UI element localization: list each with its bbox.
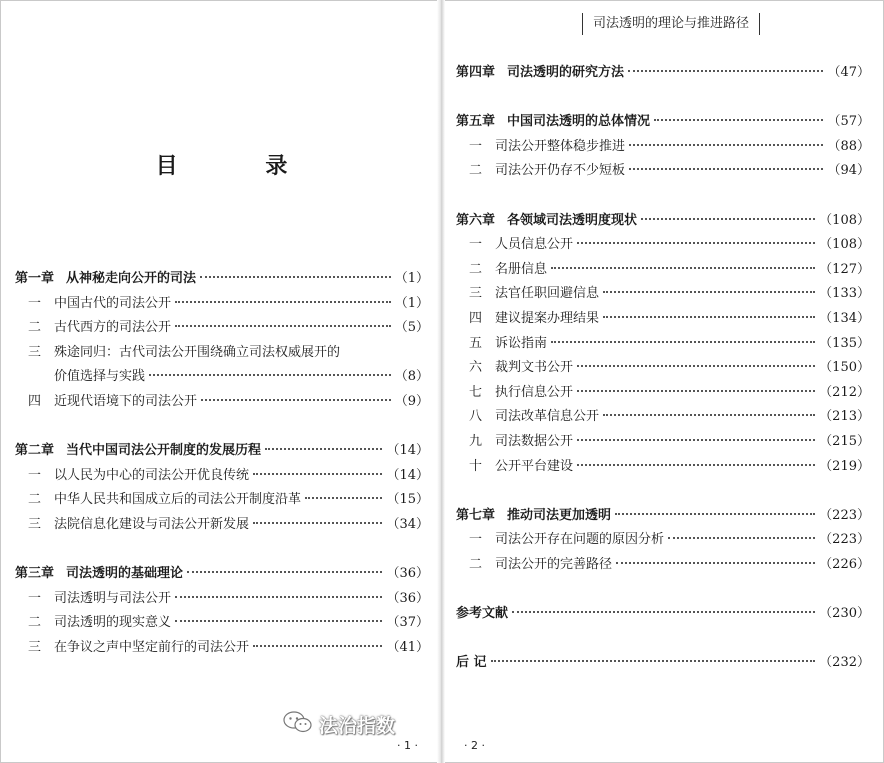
section-title: 司法公开仍存不少短板 (495, 163, 626, 179)
section-title: 在争议之声中坚定前行的司法公开 (54, 639, 250, 655)
toc-spacer (15, 538, 429, 563)
section-title: 法官任职回避信息 (495, 286, 600, 302)
leader-dots (512, 610, 815, 613)
page-ref: （1） (394, 271, 429, 286)
leader-dots (603, 290, 815, 293)
leader-dots (175, 300, 391, 303)
section-number: 八 (469, 409, 483, 425)
leader-dots (551, 340, 815, 343)
section-number: 四 (28, 393, 42, 409)
toc-section-entry (456, 528, 870, 553)
section-number: 一 (28, 590, 42, 606)
toc-left (15, 267, 429, 661)
leader-dots (149, 373, 391, 376)
wechat-icon (283, 710, 313, 739)
page-ref: （150） (819, 360, 870, 376)
section-number: 一 (28, 467, 42, 483)
section-number: 一 (469, 138, 483, 154)
page-ref: （37） (386, 615, 429, 631)
toc-section-entry (15, 341, 429, 366)
chapter-number: 第三章 (15, 566, 55, 582)
toc-spacer (456, 86, 870, 111)
toc-section-entry (456, 258, 870, 283)
toc-section-entry (456, 282, 870, 307)
page-ref: （9） (394, 393, 429, 409)
page-ref: （133） (819, 286, 870, 302)
leader-dots (491, 659, 816, 662)
toc-spacer (456, 577, 870, 602)
section-title: 司法数据公开 (495, 433, 574, 449)
page-ref: （34） (386, 516, 429, 532)
chapter-title: 司法透明的基础理论 (66, 566, 184, 582)
watermark-text: 法治指数 (319, 715, 396, 737)
leader-dots (265, 447, 382, 450)
section-title: 司法公开存在问题的原因分析 (495, 532, 665, 548)
leader-dots (201, 398, 391, 401)
leader-dots (628, 69, 823, 72)
leader-dots (603, 413, 815, 416)
toc-section-entry (456, 381, 870, 406)
page-ref: （213） (819, 409, 870, 425)
page-ref: （1） (394, 295, 429, 311)
leader-dots (577, 438, 815, 441)
toc-section-entry (456, 307, 870, 332)
section-number: 三 (28, 344, 42, 360)
page-ref: （215） (819, 433, 870, 449)
toc-section-entry (456, 332, 870, 357)
toc-section-entry (15, 636, 429, 661)
chapter-number: 第一章 (15, 271, 55, 286)
toc-chapter-entry (456, 651, 870, 676)
leader-dots (629, 167, 823, 170)
page-ref: （57） (827, 114, 870, 130)
toc-chapter-entry (15, 439, 429, 464)
section-number: 二 (469, 163, 483, 179)
leader-dots (253, 644, 382, 647)
toc-section-entry (15, 488, 429, 513)
leader-dots (629, 143, 823, 146)
page-ref: （36） (386, 566, 429, 582)
chapter-number: 第六章 (456, 212, 496, 228)
section-title: 中国古代的司法公开 (54, 295, 172, 311)
section-title: 古代西方的司法公开 (54, 320, 172, 336)
section-title: 司法透明与司法公开 (54, 590, 172, 606)
page-number-right: · 2 · (464, 739, 485, 752)
toc-chapter-entry (456, 209, 870, 234)
section-title: 司法改革信息公开 (495, 409, 600, 425)
page-ref: （88） (827, 138, 870, 154)
leader-dots (577, 463, 815, 466)
page-ref: （5） (394, 320, 429, 336)
toc-section-entry (15, 292, 429, 317)
chapter-title: 各领域司法透明度现状 (507, 212, 638, 228)
toc-section-entry (15, 587, 429, 612)
section-number: 二 (28, 320, 42, 336)
chapter-title: 司法透明的研究方法 (507, 65, 625, 80)
toc-section-continuation (15, 365, 429, 390)
section-title: 殊途同归：古代司法公开围绕确立司法权威展开的 (54, 344, 341, 360)
page-ref: （8） (394, 369, 429, 385)
section-number: 三 (469, 286, 483, 302)
section-title: 执行信息公开 (495, 384, 574, 400)
toc-section-entry (456, 233, 870, 258)
leader-dots (253, 521, 382, 524)
toc-chapter-entry (15, 267, 429, 292)
section-number: 三 (28, 639, 42, 655)
toc-chapter-entry (456, 602, 870, 627)
toc-chapter-entry (456, 110, 870, 135)
toc-section-entry (15, 464, 429, 489)
toc-spacer (456, 479, 870, 504)
page-ref: （230） (819, 606, 870, 622)
leader-dots (654, 118, 823, 121)
leader-dots (577, 241, 815, 244)
leader-dots (668, 536, 815, 539)
toc-section-entry (15, 611, 429, 636)
section-number: 十 (469, 458, 483, 474)
section-title: 裁判文书公开 (495, 360, 574, 376)
toc-chapter-entry (456, 61, 870, 86)
leader-dots (253, 472, 382, 475)
section-title: 司法透明的现实意义 (54, 615, 172, 631)
section-title: 中华人民共和国成立后的司法公开制度沿革 (54, 492, 302, 508)
chapter-title: 参考文献 (456, 606, 509, 622)
leader-dots (175, 619, 382, 622)
left-page (0, 0, 441, 763)
leader-dots (175, 595, 382, 598)
leader-dots (641, 217, 815, 220)
right-page (441, 0, 884, 763)
page-ref: （226） (819, 556, 870, 572)
leader-dots (616, 561, 815, 564)
toc-spacer (456, 627, 870, 652)
chapter-number: 第五章 (456, 114, 496, 130)
book-gutter (437, 0, 445, 763)
section-title: 法院信息化建设与司法公开新发展 (54, 516, 250, 532)
page-ref: （134） (819, 310, 870, 326)
section-number: 九 (469, 433, 483, 449)
toc-section-entry (456, 455, 870, 480)
section-title: 人员信息公开 (495, 237, 574, 253)
toc-spacer (456, 184, 870, 209)
watermark (283, 710, 395, 739)
section-number: 二 (469, 556, 483, 572)
leader-dots (305, 496, 382, 499)
section-title-cont: 价值选择与实践 (54, 369, 146, 385)
leader-dots (187, 570, 382, 573)
page-ref: （108） (819, 237, 870, 253)
section-title: 名册信息 (495, 261, 548, 277)
page-ref: （223） (819, 507, 870, 523)
section-title: 以人民为中心的司法公开优良传统 (54, 467, 250, 483)
leader-dots (577, 364, 815, 367)
toc-section-entry (456, 405, 870, 430)
section-title: 公开平台建设 (495, 458, 574, 474)
chapter-title: 当代中国司法公开制度的发展历程 (66, 443, 262, 459)
section-title: 诉讼指南 (495, 335, 548, 351)
page-ref: （212） (819, 384, 870, 400)
page-ref: （108） (819, 212, 870, 228)
page-ref: （219） (819, 458, 870, 474)
chapter-title: 从神秘走向公开的司法 (66, 271, 197, 286)
leader-dots (175, 324, 391, 327)
section-number: 五 (469, 335, 483, 351)
toc-section-entry (456, 135, 870, 160)
page-ref: （36） (386, 590, 429, 606)
page-ref: （94） (827, 163, 870, 179)
section-title: 司法公开的完善路径 (495, 556, 613, 572)
toc-section-entry (15, 390, 429, 415)
toc-chapter-entry (456, 504, 870, 529)
page-ref: （15） (386, 492, 429, 508)
toc-right (456, 61, 870, 676)
page-ref: （127） (819, 261, 870, 277)
page-ref: （223） (819, 532, 870, 548)
page-ref: （47） (827, 65, 870, 80)
chapter-title: 中国司法透明的总体情况 (507, 114, 651, 130)
section-number: 六 (469, 360, 483, 376)
page-ref: （232） (819, 655, 870, 671)
toc-section-entry (456, 553, 870, 578)
page-ref: （14） (386, 467, 429, 483)
page-ref: （135） (819, 335, 870, 351)
toc-section-entry (456, 430, 870, 455)
leader-dots (615, 512, 815, 515)
section-title: 司法公开整体稳步推进 (495, 138, 626, 154)
section-number: 七 (469, 384, 483, 400)
chapter-number: 第四章 (456, 65, 496, 80)
leader-dots (577, 389, 815, 392)
toc-spacer (15, 415, 429, 440)
chapter-number: 第二章 (15, 443, 55, 459)
section-title: 建议提案办理结果 (495, 310, 600, 326)
section-number: 二 (469, 261, 483, 277)
section-number: 二 (28, 492, 42, 508)
leader-dots (200, 275, 391, 278)
section-number: 四 (469, 310, 483, 326)
toc-title: 目 录 (155, 153, 328, 179)
leader-dots (551, 266, 815, 269)
page-ref: （14） (386, 443, 429, 459)
page-ref: （41） (386, 639, 429, 655)
section-number: 一 (469, 237, 483, 253)
toc-section-entry (456, 356, 870, 381)
chapter-title: 推动司法更加透明 (507, 507, 612, 523)
toc-section-entry (15, 316, 429, 341)
running-header: 司法透明的理论与推进路径 (582, 13, 760, 35)
section-number: 三 (28, 516, 42, 532)
toc-section-entry (456, 159, 870, 184)
page-number-left: · 1 · (397, 739, 418, 752)
section-number: 二 (28, 615, 42, 631)
section-number: 一 (469, 532, 483, 548)
chapter-title: 后 记 (456, 655, 487, 671)
section-title: 近现代语境下的司法公开 (54, 393, 198, 409)
leader-dots (603, 315, 815, 318)
toc-section-entry (15, 513, 429, 538)
toc-chapter-entry (15, 562, 429, 587)
section-number: 一 (28, 295, 42, 311)
chapter-number: 第七章 (456, 507, 496, 523)
